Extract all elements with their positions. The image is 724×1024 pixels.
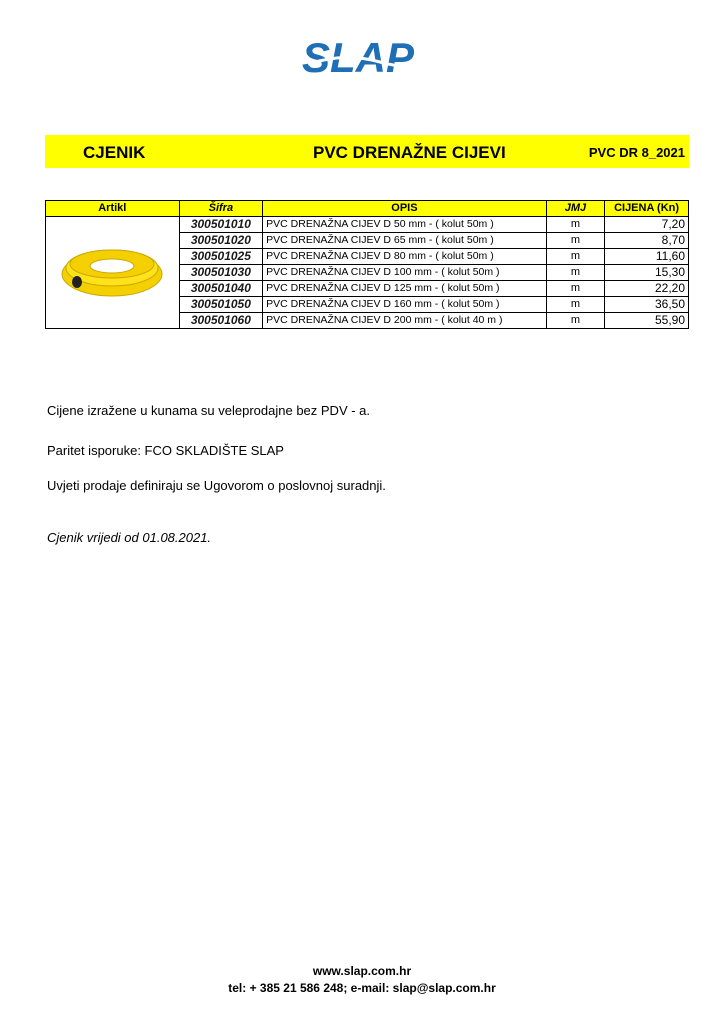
yellow-pipe-coil-icon [57, 230, 167, 310]
document-title: PVC DRENAŽNE CIJEVI [313, 143, 506, 162]
row-description: PVC DRENAŽNA CIJEV D 100 mm - ( kolut 50m ) [263, 265, 547, 281]
table-row [46, 217, 689, 233]
header-cijena: CIJENA (Kn) [605, 201, 689, 217]
header-artikl: Artikl [46, 201, 180, 217]
row-description: PVC DRENAŽNA CIJEV D 160 mm - ( kolut 50m ) [263, 297, 547, 313]
row-price: 36,50 [605, 297, 689, 313]
row-unit: m [546, 217, 604, 233]
row-price: 7,20 [605, 217, 689, 233]
row-unit: m [546, 281, 604, 297]
row-description: PVC DRENAŽNA CIJEV D 50 mm - ( kolut 50m ) [263, 217, 547, 233]
row-price: 8,70 [605, 233, 689, 249]
row-code: 300501025 [179, 249, 263, 265]
row-code: 300501040 [179, 281, 263, 297]
note-terms: Uvjeti prodaje definiraju se Ugovorom o poslovnoj suradnji. [47, 478, 386, 493]
row-description: PVC DRENAŽNA CIJEV D 65 mm - ( kolut 50m ) [263, 233, 547, 249]
document-code: PVC DR 8_2021 [588, 145, 685, 160]
row-code: 300501010 [179, 217, 263, 233]
row-unit: m [546, 233, 604, 249]
row-code: 300501030 [179, 265, 263, 281]
row-description: PVC DRENAŽNA CIJEV D 125 mm - ( kolut 50m ) [263, 281, 547, 297]
note-delivery: Paritet isporuke: FCO SKLADIŠTE SLAP [47, 443, 284, 458]
price-table [45, 200, 689, 329]
slap-logo-icon [300, 34, 440, 78]
header-opis: OPIS [263, 201, 547, 217]
footer-contact: tel: + 385 21 586 248; e-mail: slap@slap.com.hr [228, 981, 496, 995]
product-image-cell [46, 217, 180, 329]
row-unit: m [546, 265, 604, 281]
row-code: 300501020 [179, 233, 263, 249]
slap-logo [300, 34, 440, 78]
row-price: 15,30 [605, 265, 689, 281]
row-unit: m [546, 249, 604, 265]
row-price: 55,90 [605, 313, 689, 329]
svg-text:SLAP: SLAP [302, 34, 415, 78]
footer-website[interactable]: www.slap.com.hr [312, 964, 412, 978]
row-unit: m [546, 297, 604, 313]
row-unit: m [546, 313, 604, 329]
row-code: 300501060 [179, 313, 263, 329]
document-type: CJENIK [83, 143, 146, 162]
row-price: 22,20 [605, 281, 689, 297]
note-validity: Cjenik vrijedi od 01.08.2021. [47, 530, 212, 545]
note-prices: Cijene izražene u kunama su veleprodajne bez PDV - a. [47, 403, 371, 418]
table-header-row [46, 201, 689, 217]
row-code: 300501050 [179, 297, 263, 313]
header-sifra: Šifra [179, 201, 263, 217]
row-description: PVC DRENAŽNA CIJEV D 200 mm - ( kolut 40 m ) [263, 313, 547, 329]
row-description: PVC DRENAŽNA CIJEV D 80 mm - ( kolut 50m ) [263, 249, 547, 265]
title-bar [45, 135, 689, 168]
header-jmj: JMJ [546, 201, 604, 217]
row-price: 11,60 [605, 249, 689, 265]
